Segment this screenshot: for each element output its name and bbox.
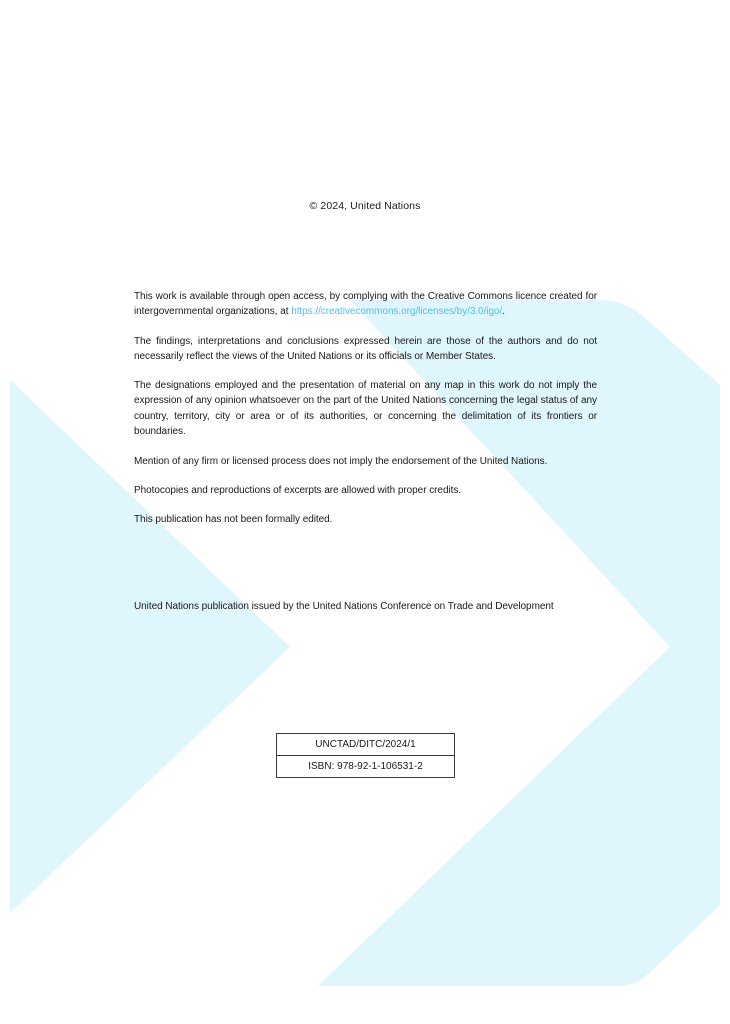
identifier-box <box>276 733 455 778</box>
document-symbol: UNCTAD/DITC/2024/1 <box>315 739 416 750</box>
publication-note: United Nations publication issued by the United Nations Conference on Trade and Development <box>134 601 554 612</box>
license-link[interactable]: https://creativecommons.org/licenses/by/3.0/igo/ <box>291 306 503 318</box>
findings-disclaimer: The findings, interpretations and conclusions expressed herein are those of the authors and do not necessarily reflect the views of the United Nations or its officials or Member States. <box>134 336 597 363</box>
copyright-notice: © 2024, United Nations <box>309 200 421 212</box>
open-access-paragraph <box>134 289 597 320</box>
isbn: ISBN: 978-92-1-106531-2 <box>277 755 454 777</box>
photocopies-note: Photocopies and reproductions of excerpts are allowed with proper credits. <box>134 485 462 496</box>
open-access-text: This work is available through open access, by complying with the Creative Commons licence created for intergovernmental organizations, at <box>134 291 597 318</box>
open-access-end: . <box>502 306 505 318</box>
endorsement-disclaimer: Mention of any firm or licensed process does not imply the endorsement of the United Nations. <box>134 456 548 467</box>
designations-disclaimer: The designations employed and the presentation of material on any map in this work do not imply the expression of any opinion whatsoever on the part of the United Nations concerning the legal status of any country, territory, city or area or of its authorities, or concerning the delimitation of its frontiers or boundaries. <box>134 380 597 437</box>
not-edited-note: This publication has not been formally edited. <box>134 514 333 525</box>
